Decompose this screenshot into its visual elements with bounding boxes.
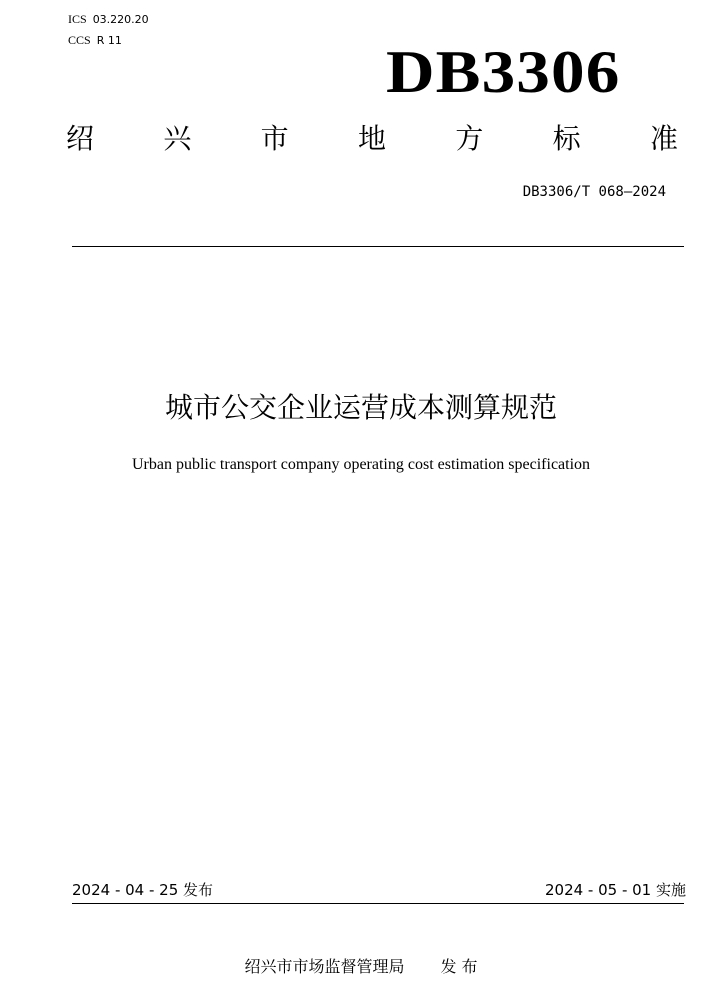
header-divider [72, 246, 684, 247]
db-code-logo: DB3306 [386, 39, 621, 105]
standard-type-char: 标 [552, 122, 581, 155]
footer-divider [72, 903, 684, 904]
standard-type-heading [66, 121, 678, 157]
standard-type-char: 绍 [66, 122, 95, 155]
ccs-line [68, 33, 122, 48]
document-title-english: Urban public transport company operating cost estimation specification [131, 456, 591, 473]
standard-type-char: 兴 [163, 122, 192, 155]
issue-date: 2024 - 04 - 25 发布 [72, 881, 214, 899]
document-title-chinese: 城市公交企业运营成本测算规范 [164, 391, 557, 424]
ics-value: 03.220.20 [92, 13, 149, 26]
issuer-action: 发 布 [440, 957, 478, 976]
standard-type-char: 地 [357, 122, 386, 155]
standard-number: DB3306/T 068—2024 [522, 184, 666, 200]
ccs-value: R 11 [96, 34, 122, 47]
implementation-date: 2024 - 05 - 01 实施 [544, 881, 686, 899]
issuer-name: 绍兴市市场监督管理局 [244, 957, 405, 976]
standard-type-char: 准 [649, 122, 678, 155]
ics-label: ICS [68, 12, 87, 26]
issuer-line [0, 956, 722, 978]
standard-type-char: 方 [455, 122, 484, 155]
standard-type-char: 市 [260, 122, 289, 155]
ics-line [68, 12, 149, 27]
ccs-label: CCS [68, 33, 91, 47]
